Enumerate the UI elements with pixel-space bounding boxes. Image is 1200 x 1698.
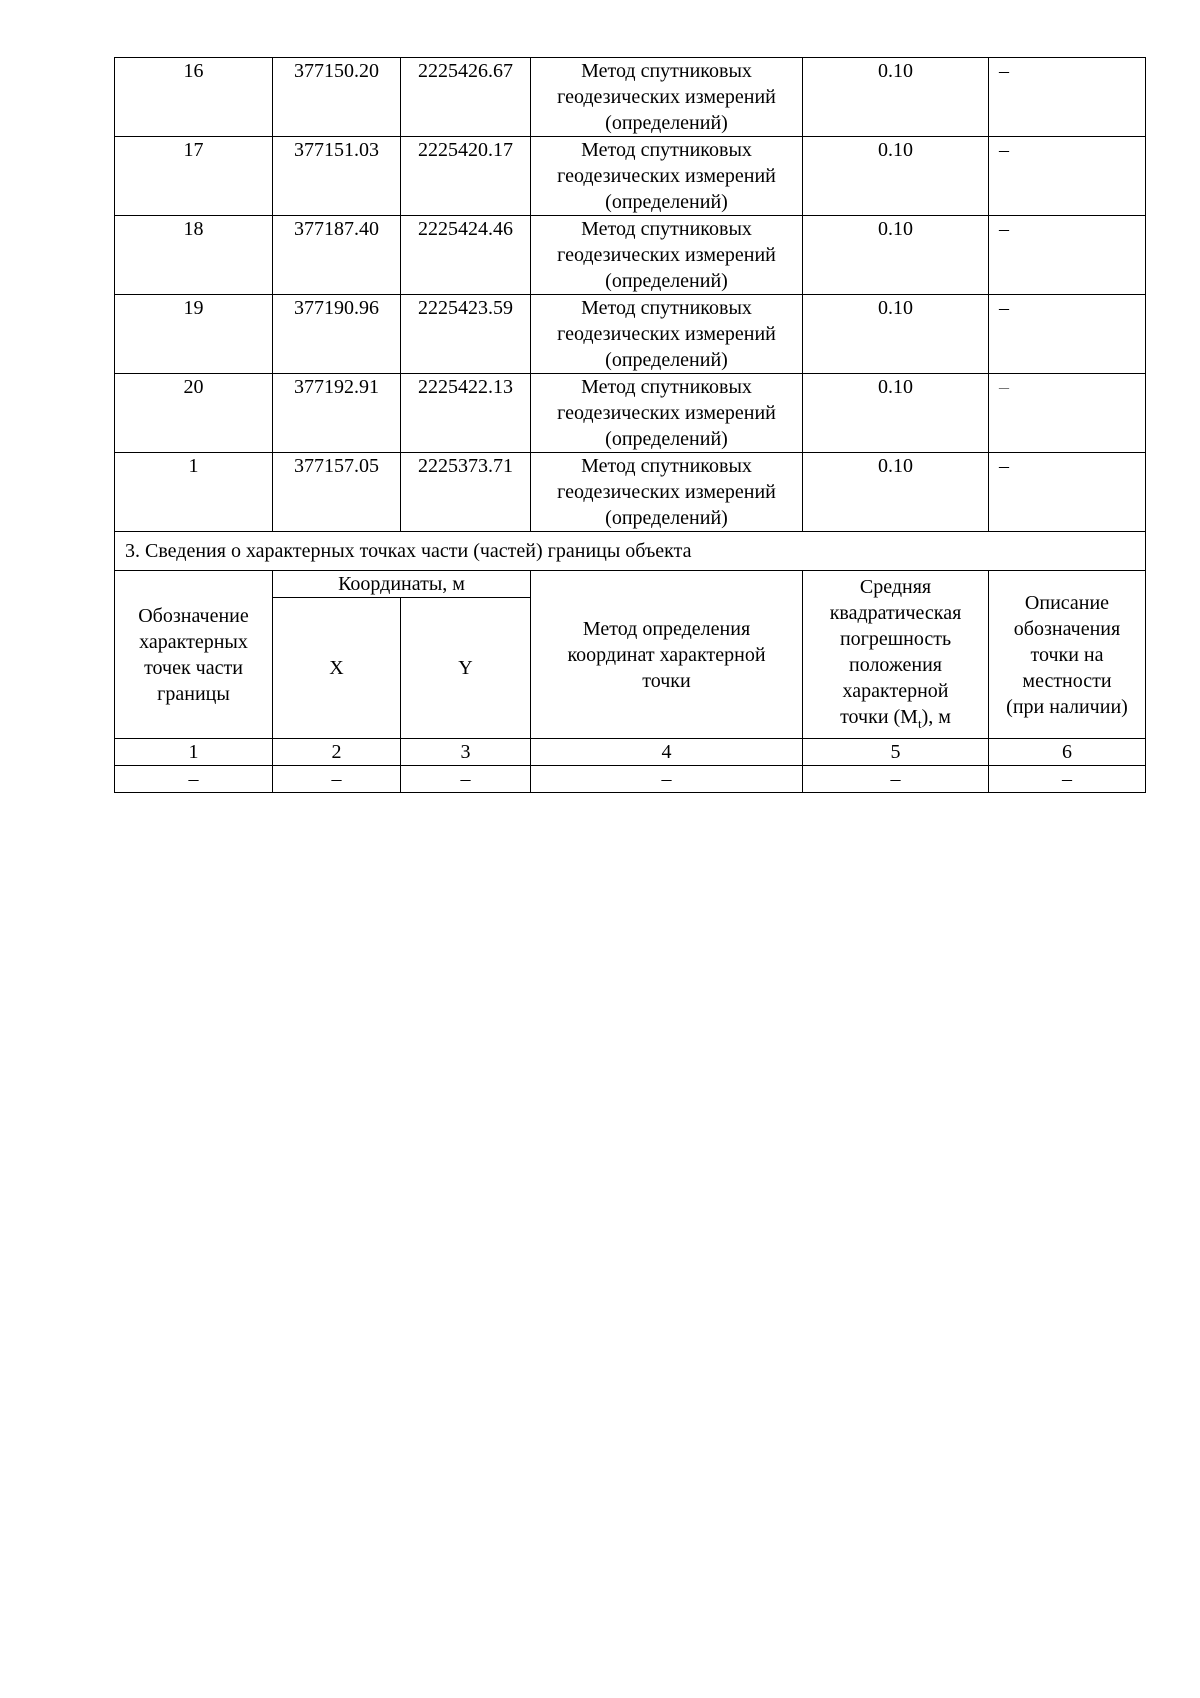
method-line: Метод спутниковых bbox=[581, 376, 752, 398]
point-id: 17 bbox=[115, 137, 273, 216]
header-coordinates: Координаты, м bbox=[273, 571, 531, 598]
coord-y: 2225420.17 bbox=[401, 137, 531, 216]
coord-x: 377187.40 bbox=[273, 216, 401, 295]
method-line: Метод спутниковых bbox=[581, 139, 752, 161]
point-id: 19 bbox=[115, 295, 273, 374]
method bbox=[531, 58, 803, 137]
coord-y: 2225424.46 bbox=[401, 216, 531, 295]
coord-x: 377157.05 bbox=[273, 453, 401, 532]
coord-x: 377192.91 bbox=[273, 374, 401, 453]
method bbox=[531, 453, 803, 532]
method-line: (определений) bbox=[605, 112, 728, 134]
coord-y: 2225423.59 bbox=[401, 295, 531, 374]
section-3-title: 3. Сведения о характерных точках части (частей) границы объекта bbox=[115, 532, 1146, 571]
point-id: 1 bbox=[115, 453, 273, 532]
error-value: 0.10 bbox=[803, 295, 989, 374]
description: – bbox=[989, 453, 1146, 532]
coord-x: 377151.03 bbox=[273, 137, 401, 216]
point-id: 16 bbox=[115, 58, 273, 137]
coord-y: 2225426.67 bbox=[401, 58, 531, 137]
method-line: геодезических измерений bbox=[557, 86, 776, 108]
method-line: (определений) bbox=[605, 507, 728, 529]
header-y: Y bbox=[401, 598, 531, 739]
method-line: геодезических измерений bbox=[557, 165, 776, 187]
document-page bbox=[114, 57, 1146, 793]
point-id: 18 bbox=[115, 216, 273, 295]
method bbox=[531, 374, 803, 453]
points-rows bbox=[115, 58, 1146, 532]
table-row bbox=[115, 216, 1146, 295]
method-line: (определений) bbox=[605, 428, 728, 450]
header-description: Описание обозначения точки на местности (при наличии) bbox=[989, 571, 1146, 739]
table-row bbox=[115, 453, 1146, 532]
method-line: Метод спутниковых bbox=[581, 455, 752, 477]
coord-y: 2225422.13 bbox=[401, 374, 531, 453]
method-line: Метод спутниковых bbox=[581, 60, 752, 82]
method-line: Метод спутниковых bbox=[581, 218, 752, 240]
error-value: 0.10 bbox=[803, 137, 989, 216]
description: – bbox=[989, 137, 1146, 216]
method-line: геодезических измерений bbox=[557, 323, 776, 345]
coord-x: 377190.96 bbox=[273, 295, 401, 374]
point-id: 20 bbox=[115, 374, 273, 453]
method-line: геодезических измерений bbox=[557, 402, 776, 424]
header-error: Средняя квадратическая погрешность положения характерной точки $(M_t)$, м bbox=[803, 571, 989, 739]
coord-y: 2225373.71 bbox=[401, 453, 531, 532]
method-line: Метод спутниковых bbox=[581, 297, 752, 319]
coordinates-table bbox=[114, 57, 1146, 793]
header-method: Метод определения координат характерной точки bbox=[531, 571, 803, 739]
header-designation: Обозначение характерных точек части границы bbox=[115, 571, 273, 739]
error-value: 0.10 bbox=[803, 216, 989, 295]
description: – bbox=[989, 216, 1146, 295]
description: – bbox=[989, 295, 1146, 374]
column-numbers-row: 1 2 3 4 5 6 bbox=[115, 739, 1146, 766]
table-row bbox=[115, 374, 1146, 453]
table-row bbox=[115, 295, 1146, 374]
section-3 bbox=[115, 532, 1146, 793]
empty-data-row: – – – – – – bbox=[115, 766, 1146, 793]
description: – bbox=[989, 374, 1146, 453]
coord-x: 377150.20 bbox=[273, 58, 401, 137]
method-line: (определений) bbox=[605, 270, 728, 292]
method-line: геодезических измерений bbox=[557, 481, 776, 503]
method bbox=[531, 216, 803, 295]
method bbox=[531, 137, 803, 216]
method-line: (определений) bbox=[605, 349, 728, 371]
header-x: X bbox=[273, 598, 401, 739]
error-value: 0.10 bbox=[803, 58, 989, 137]
method bbox=[531, 295, 803, 374]
method-line: (определений) bbox=[605, 191, 728, 213]
table-row bbox=[115, 58, 1146, 137]
error-value: 0.10 bbox=[803, 374, 989, 453]
error-value: 0.10 bbox=[803, 453, 989, 532]
table-row bbox=[115, 137, 1146, 216]
description: – bbox=[989, 58, 1146, 137]
method-line: геодезических измерений bbox=[557, 244, 776, 266]
